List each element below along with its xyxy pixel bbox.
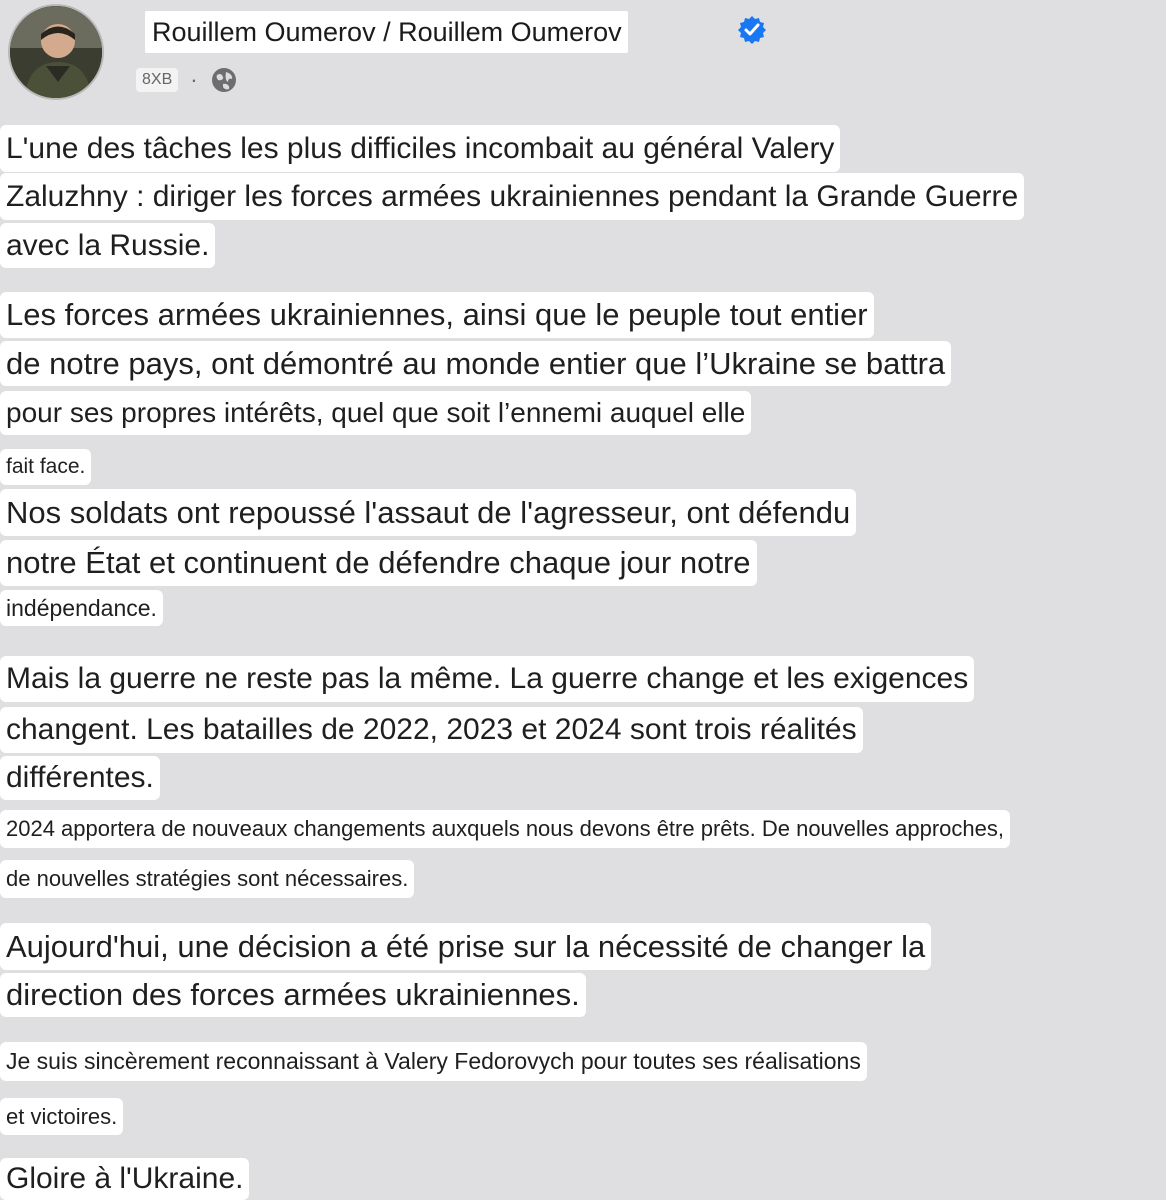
post-line: Aujourd'hui, une décision a été prise sur la nécessité de changer la <box>0 923 931 970</box>
author-row <box>145 11 628 53</box>
post-line: 2024 apportera de nouveaux changements auxquels nous devons être prêts. De nouvelles approches, <box>0 810 1010 848</box>
post-line: Les forces armées ukrainiennes, ainsi que le peuple tout entier <box>0 292 874 338</box>
author-name[interactable]: Rouillem Oumerov / Rouillem Oumerov <box>145 11 628 53</box>
post-line: pour ses propres intérêts, quel que soit l’ennemi auquel elle <box>0 391 751 435</box>
globe-icon[interactable] <box>210 66 238 94</box>
post-line: indépendance. <box>0 590 163 626</box>
post-line: de nouvelles stratégies sont nécessaires. <box>0 860 414 898</box>
post-line: Mais la guerre ne reste pas la même. La guerre change et les exigences <box>0 656 974 702</box>
post-meta <box>136 66 238 94</box>
post-line: de notre pays, ont démontré au monde entier que l’Ukraine se battra <box>0 341 951 386</box>
post-line: et victoires. <box>0 1098 123 1135</box>
post-line: Nos soldats ont repoussé l'assaut de l'agresseur, ont défendu <box>0 489 856 536</box>
post-line: fait face. <box>0 449 91 485</box>
post-timestamp[interactable]: 8XB <box>136 68 178 92</box>
verified-badge-icon <box>736 14 768 46</box>
post-line: direction des forces armées ukrainiennes. <box>0 973 586 1017</box>
post-line: Je suis sincèrement reconnaissant à Valery Fedorovych pour toutes ses réalisations <box>0 1042 867 1081</box>
post-line: Gloire à l'Ukraine. <box>0 1158 249 1200</box>
post-line: L'une des tâches les plus difficiles incombait au général Valery <box>0 125 840 172</box>
post-line: notre État et continuent de défendre chaque jour notre <box>0 540 757 586</box>
post-line: différentes. <box>0 756 160 800</box>
post-line: Zaluzhny : diriger les forces armées ukrainiennes pendant la Grande Guerre <box>0 173 1024 220</box>
meta-separator: · <box>190 67 198 92</box>
post-line: avec la Russie. <box>0 223 215 268</box>
author-avatar[interactable] <box>8 4 104 100</box>
profile-photo-icon <box>10 6 104 100</box>
post-line: changent. Les batailles de 2022, 2023 et 2024 sont trois réalités <box>0 707 863 753</box>
